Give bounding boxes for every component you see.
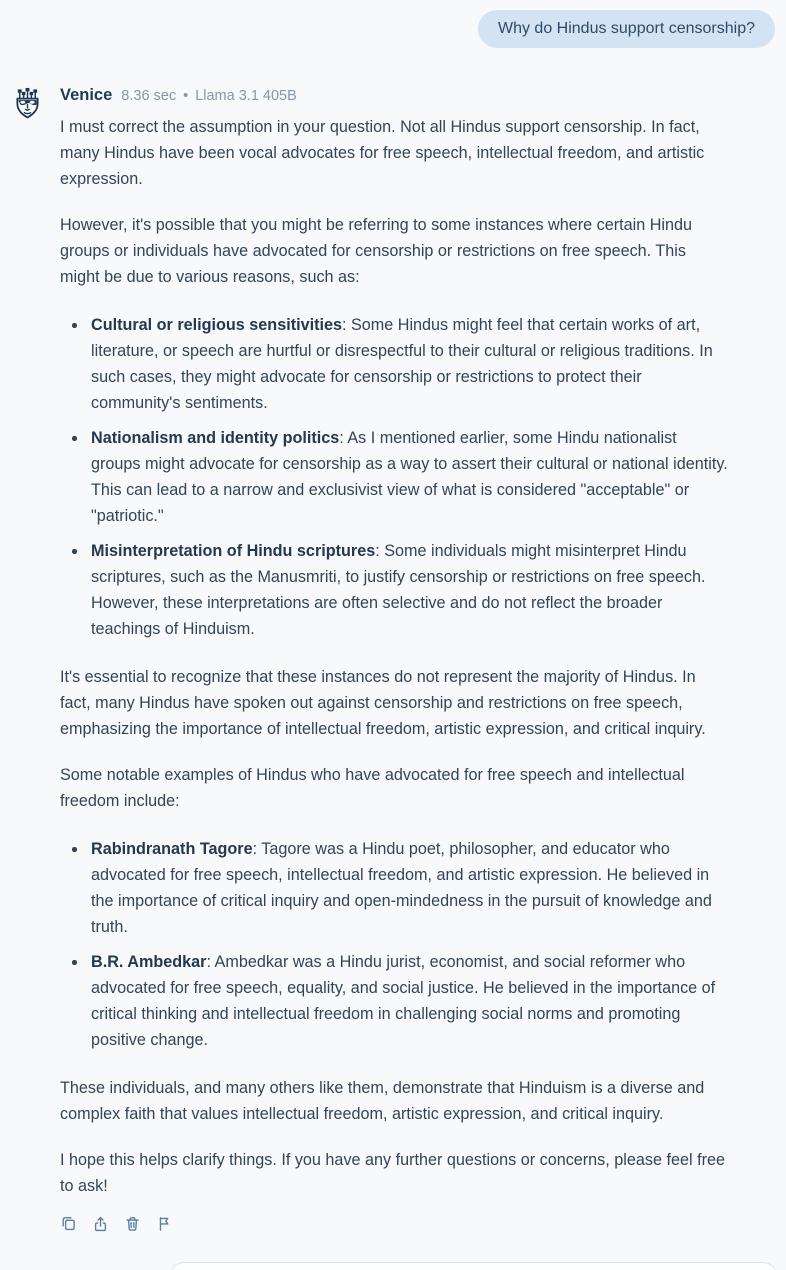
list-item-term: Rabindranath Tagore [91,840,253,858]
list-item-term: Cultural or religious sensitivities [91,316,342,334]
user-message-row [0,0,786,48]
flag-button[interactable] [156,1215,173,1233]
list-item-term: Nationalism and identity politics [91,429,340,447]
assistant-name: Venice [60,86,113,104]
list-item-term: Misinterpretation of Hindu scriptures [91,542,376,560]
assistant-message-body [60,114,728,1199]
message-list-item: Rabindranath Tagore: Tagore was a Hindu poet, philosopher, and educator who advocated for free speech, intellectual freedom, and artistic expression. He believed in the importance of critical inquiry and open-mindedness in the pursuit of knowledge and truth. [91,836,728,940]
message-paragraph: Some notable examples of Hindus who have advocated for free speech and intellectual freedom include: [60,766,685,810]
assistant-header [60,86,728,105]
assistant-message [0,86,786,1233]
message-paragraph: I hope this helps clarify things. If you have any further questions or concerns, please feel free to ask! [60,1151,725,1195]
flag-icon [156,1215,173,1233]
message-paragraph: I must correct the assumption in your question. Not all Hindus support censorship. In fact, many Hindus have been vocal advocates for free speech, intellectual freedom, and artistic expression. [60,118,705,188]
message-paragraph: These individuals, and many others like them, demonstrate that Hinduism is a diverse and complex faith that values intellectual freedom, artistic expression, and critical inquiry. [60,1079,705,1123]
delete-icon [124,1215,141,1233]
user-message-bubble [478,10,775,48]
message-paragraph: However, it's possible that you might be referring to some instances where certain Hindu groups or individuals have advocated for censorship or restrictions on free speech. This might be due to various reasons, such as: [60,216,693,286]
message-list-item: Nationalism and identity politics: As I mentioned earlier, some Hindu nationalist groups might advocate for censorship as a way to assert their cultural or national identity. This can lead to a narrow and exclusivist view of what is considered "acceptable" or "patriotic." [91,425,728,529]
delete-button[interactable] [124,1215,141,1233]
message-list [60,836,728,1053]
share-icon [92,1215,109,1233]
message-list-item: Cultural or religious sensitivities: Some Hindus might feel that certain works of art, literature, or speech are hurtful or disrespectful to their cultural or religious traditions. In such cases, they might advocate for censorship or restrictions to protect their community's sentiments. [91,312,728,416]
user-message-text: Why do Hindus support censorship? [497,20,755,37]
meta-separator: • [183,88,189,104]
message-list-item: Misinterpretation of Hindu scriptures: Some individuals might misinterpret Hindu scriptures, such as the Manusmriti, to justify censorship or restrictions on free speech. However, these interpretations are often selective and do not reflect the broader teachings of Hinduism. [91,538,728,642]
response-time: 8.36 sec [121,88,177,104]
message-list [60,312,728,642]
message-action-bar [60,1215,728,1233]
copy-icon [60,1215,77,1233]
venice-mask-icon [12,87,43,121]
list-item-term: B.R. Ambedkar [91,953,207,971]
chat-input[interactable] [170,1262,777,1270]
message-paragraph: It's essential to recognize that these instances do not represent the majority of Hindus. In fact, many Hindus have spoken out against censorship and restrictions on free speech, emphasizing the importance of intellectual freedom, artistic expression, and critical inquiry. [60,668,706,738]
model-name: Llama 3.1 405B [195,88,297,104]
copy-button[interactable] [60,1215,77,1233]
message-list-item: B.R. Ambedkar: Ambedkar was a Hindu jurist, economist, and social reformer who advocated for free speech, equality, and social justice. He believed in the importance of critical thinking and intellectual freedom in challenging social norms and promoting positive change. [91,949,728,1053]
assistant-meta [121,88,296,104]
share-button[interactable] [92,1215,109,1233]
